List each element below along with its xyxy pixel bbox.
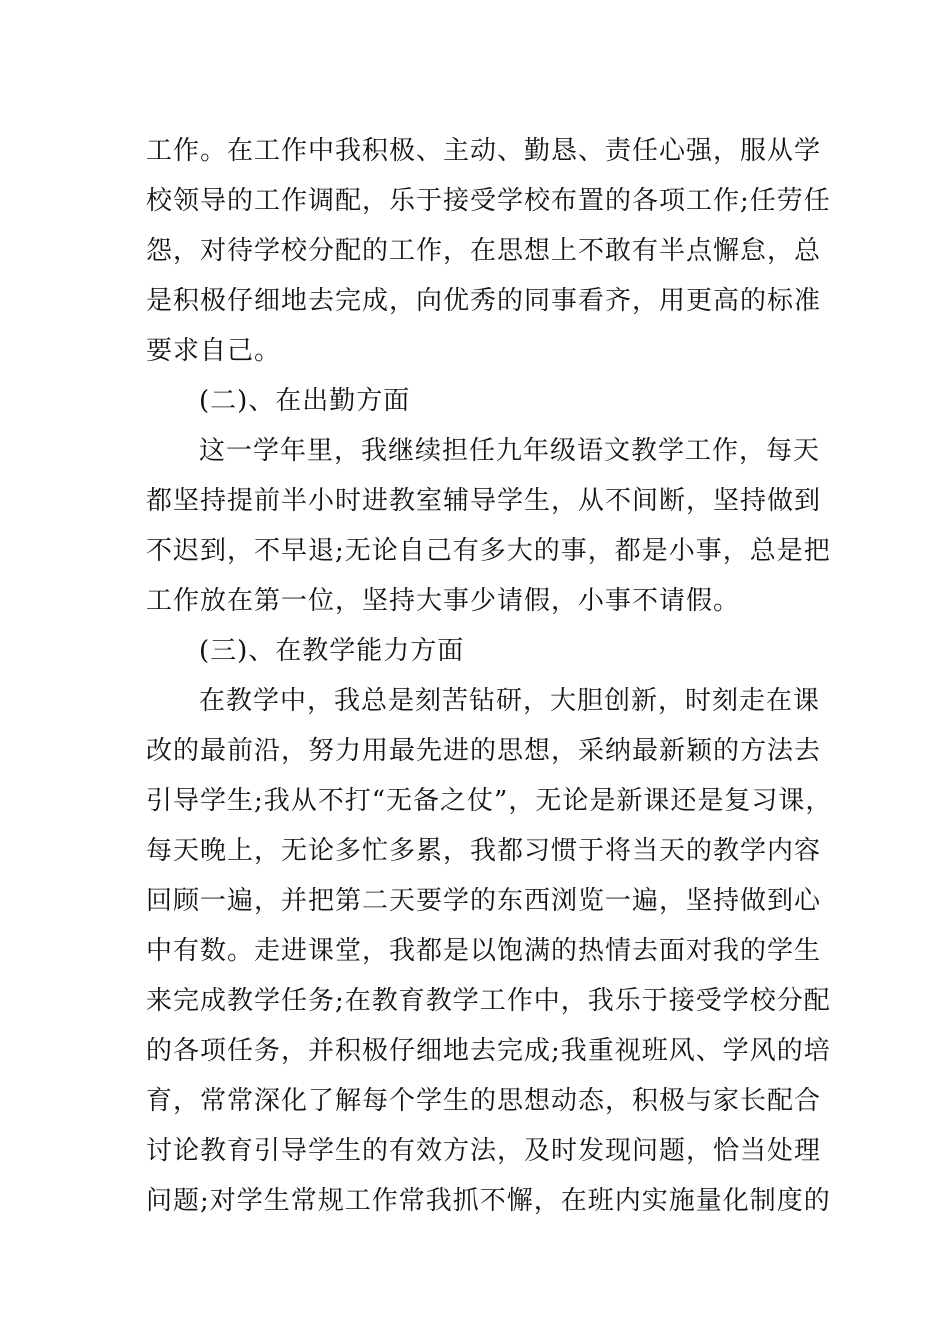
text-line: 怨，对待学校分配的工作，在思想上不敢有半点懈怠，总 — [146, 236, 822, 266]
text-line: 是积极仔细地去完成，向优秀的同事看齐，用更高的标准 — [146, 286, 822, 316]
text-line: 这一学年里，我继续担任九年级语文教学工作，每天 — [199, 436, 821, 466]
text-line: 不迟到，不早退;无论自己有多大的事，都是小事，总是把 — [146, 536, 831, 566]
text-line: 在教学中，我总是刻苦钻研，大胆创新，时刻走在课 — [199, 686, 821, 716]
body-text — [146, 126, 833, 1226]
text-line: 问题;对学生常规工作常我抓不懈，在班内实施量化制度的 — [146, 1186, 831, 1216]
text-line: 都坚持提前半小时进教室辅导学生，从不间断，坚持做到 — [146, 486, 822, 516]
text-line: 回顾一遍，并把第二天要学的东西浏览一遍，坚持做到心 — [146, 886, 822, 916]
text-line: 校领导的工作调配，乐于接受学校布置的各项工作;任劳任 — [146, 186, 831, 216]
text-line: 改的最前沿，努力用最先进的思想，采纳最新颖的方法去 — [146, 736, 822, 766]
text-line: 引导学生;我从不打“无备之仗”，无论是新课还是复习课， — [146, 786, 833, 816]
text-line: 来完成教学任务;在教育教学工作中，我乐于接受学校分配 — [146, 986, 831, 1016]
text-line: 讨论教育引导学生的有效方法，及时发现问题，恰当处理 — [146, 1136, 822, 1166]
text-line: (三)、在教学能力方面 — [199, 636, 465, 666]
text-line: 工作放在第一位，坚持大事少请假，小事不请假。 — [146, 586, 741, 616]
text-line: 每天晚上，无论多忙多累，我都习惯于将当天的教学内容 — [146, 836, 822, 866]
text-line: 育，常常深化了解每个学生的思想动态，积极与家长配合 — [146, 1086, 822, 1116]
text-line: 要求自己。 — [146, 336, 282, 366]
text-line: 的各项任务，并积极仔细地去完成;我重视班风、学风的培 — [146, 1036, 831, 1066]
text-line: 中有数。走进课堂，我都是以饱满的热情去面对我的学生 — [146, 936, 822, 966]
text-line: 工作。在工作中我积极、主动、勤恳、责任心强，服从学 — [146, 136, 822, 166]
text-line: (二)、在出勤方面 — [199, 386, 411, 416]
